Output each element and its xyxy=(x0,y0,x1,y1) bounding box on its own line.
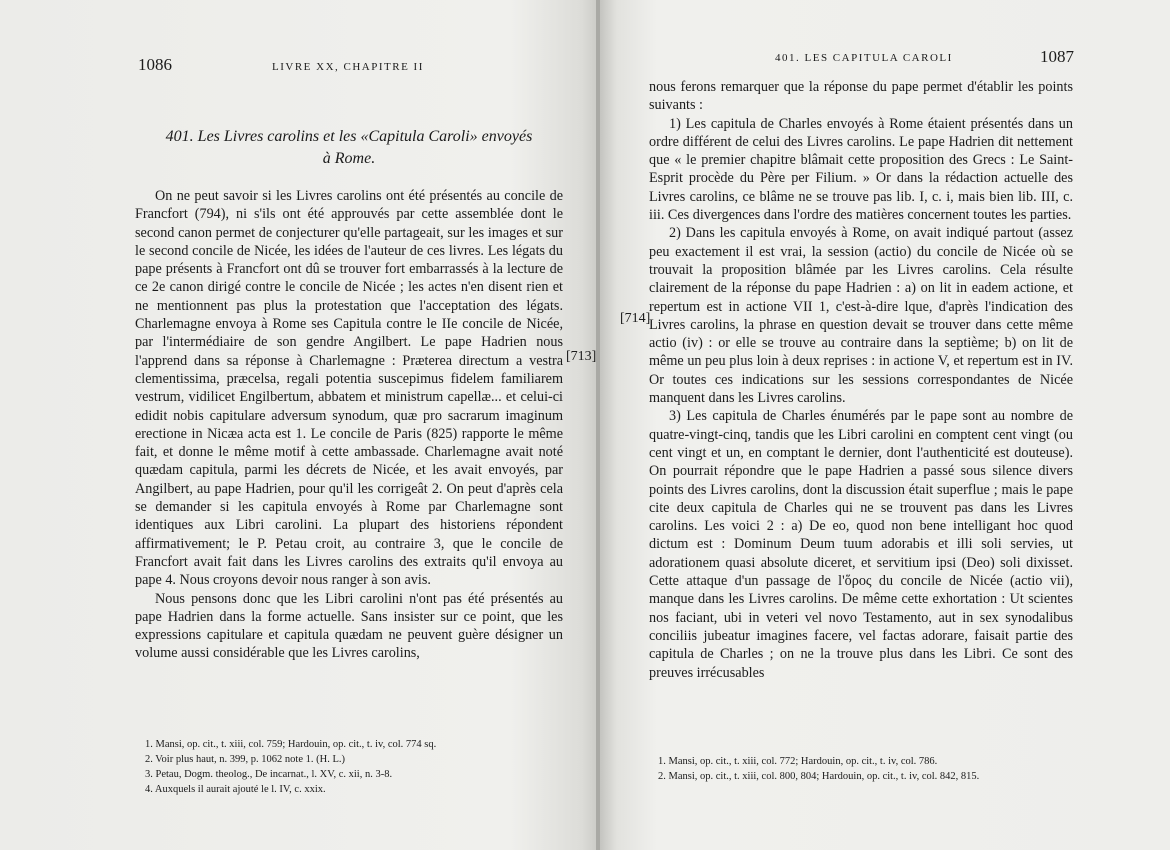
paragraph: 1) Les capitula de Charles envoyés à Rome étaient présentés dans un ordre différent de celui des Livres carolins. Le pape Hadrien dit nettement que « le premier chapitre blâmait cette proposition des Grecs : Le Saint-Esprit procède du Père per Filium. » Or dans la rédaction actuelle des Livres carolins, ce blâme ne se trouve pas lib. I, c. i, mais bien lib. III, c. iii. Ces divergences dans l'ordre des matières concernent toutes les parties. xyxy=(649,115,1073,224)
paragraph: On ne peut savoir si les Livres carolins ont été présentés au concile de Francfort (794), ni s'ils ont été approuvés par cette assemblée dont le second canon permet de conjecturer qu'elle partageait, sur les images et sur le second concile de Nicée, les idées de l'auteur de ces livres. Les légats du pape présents à Francfort ont dû se trouver fort embarrassés à la lecture de ce 2e canon dirigé contre le concile de Nicée ; les actes n'en disent rien et ne mentionnent pas plus la protestation que l'acceptation des légats. Charlemagne envoya à Rome ses Capitula contre le IIe concile de Nicée, par l'intermédiaire de son gendre Angilbert. Le pape Hadrien nous l'apprend dans sa réponse à Charlemagne : Præterea directum a vestra clementissima, præcelsa, regali potentia suscepimus fidelem familiarem vestrum, vidilicet Engilbertum, abbatem et ministrum capellæ... et celui-ci edidit nobis capitulare adversum synodum, quæ pro sacrarum imaginum erectione in Nicæa acta est 1. Le concile de Paris (825) rapporte le même fait, et donne le même motif à cette ambassade. Charlemagne avait noté quædam capitula, parmi les décrets de Nicée, et les avait envoyés, par Angilbert, au pape Hadrien, pour qu'il les corrigeât 2. On peut d'après cela se demander si les capitula envoyés à Rome par Charlemagne sont identiques aux Libri carolini. La plupart des historiens répondent affirmativement; le P. Petau croit, au contraire 3, que le concile de Francfort avait fait dans les Livres carolins des extraits qu'il envoya au pape 4. Nous croyons devoir nous ranger à son avis. xyxy=(135,188,563,589)
section-title-line1: 401. Les Livres carolins et les «Capitula Caroli» envoyés xyxy=(165,128,533,145)
right-body xyxy=(649,78,1073,682)
right-page xyxy=(600,0,1170,850)
page-number: 1086 xyxy=(138,55,172,74)
running-head: 401. LES CAPITULA CAROLI xyxy=(775,52,953,64)
footnote: 2. Mansi, op. cit., t. xiii, col. 800, 804; Hardouin, op. cit., t. iv, col. 842, 815. xyxy=(658,771,980,782)
footnote: 1. Mansi, op. cit., t. xiii, col. 772; Hardouin, op. cit., t. iv, col. 786. xyxy=(658,756,938,767)
footnote: 2. Voir plus haut, n. 399, p. 1062 note 1. (H. L.) xyxy=(145,754,345,765)
left-body xyxy=(135,187,563,663)
running-head: LIVRE XX, CHAPITRE II xyxy=(272,61,424,73)
footnotes xyxy=(658,754,979,784)
paragraph: 2) Dans les capitula envoyés à Rome, on avait indiqué partout (assez peu exactement il est vrai, la session (actio) du concile de Nicée où se trouvait la proposition blâmée par les Livres carolins. Cela résulte clairement de la réponse du pape Hadrien : a) on lit in eadem actione, et repertum est in actione VII 1, c'est-à-dire lque, d'après l'indication des Livres carolins, la phrase en question devait se trouver dans cette même actio (iv) : or elle se trouve au contraire dans la septième; b) on lit de même un peu plus loin à deux reprises : in actione V, et repertum est in IV. Or toutes ces indications sur les sessions correspondantes de Nicée manquent dans les Livres carolins. xyxy=(649,225,1073,407)
margin-number: [713] xyxy=(566,349,597,364)
paragraph: nous ferons remarquer que la réponse du pape permet d'établir les points suivants : xyxy=(649,79,1073,114)
footnote: 3. Petau, Dogm. theolog., De incarnat., l. XV, c. xii, n. 3-8. xyxy=(145,769,393,780)
footnotes xyxy=(145,737,436,797)
paragraph: 3) Les capitula de Charles énumérés par le pape sont au nombre de quatre-vingt-cinq, tandis que les Libri carolini en comptent cent vingt (ou cent vingt et un, en comptant le dernier, dont l'authenticité est douteuse). On pourrait répondre que le pape Hadrien a passé sous silence divers points des Livres carolins, dont la discussion était superflue ; mais le pape cite deux capitula de Charles qui ne se trouvent pas dans les Livres carolins. Les voici 2 : a) De eo, quod non bene intelligant hoc quod dictum est : Dominum Deum tuum adorabis et illi soli servies, ut adorationem quasi absolute diceret, et servitium ipsi (Deo) soli dixisset. Cette attaque d'un passage de l'ὅρος du concile de Nicée (actio vii), manque dans les Livres carolins. De même cette exhortation : Ut scientes nos faciant, ubi in veteri vel novo Testamento, aut in sex synodalibus conciliis jubeatur imagines facere, vel factas adorare, faisait partie des capitula de Charles ; on ne la trouve plus dans les Libri. Ce sont des preuves irrécusables xyxy=(649,408,1073,681)
page-number: 1087 xyxy=(1040,47,1074,66)
paragraph: Nous pensons donc que les Libri carolini n'ont pas été présentés au pape Hadrien dans la forme actuelle. Sans insister sur ce point, que les expressions capitulare et capitula quædam ne peuvent guère désigner un volume aussi considérable que les Livres carolins, xyxy=(135,590,563,662)
footnote: 4. Auxquels il aurait ajouté le l. IV, c. xxix. xyxy=(145,784,326,795)
footnote: 1. Mansi, op. cit., t. xiii, col. 759; Hardouin, op. cit., t. iv, col. 774 sq. xyxy=(145,739,437,750)
section-title xyxy=(135,126,563,170)
section-title-line2: à Rome. xyxy=(322,150,376,167)
margin-number: [714] xyxy=(620,311,651,326)
